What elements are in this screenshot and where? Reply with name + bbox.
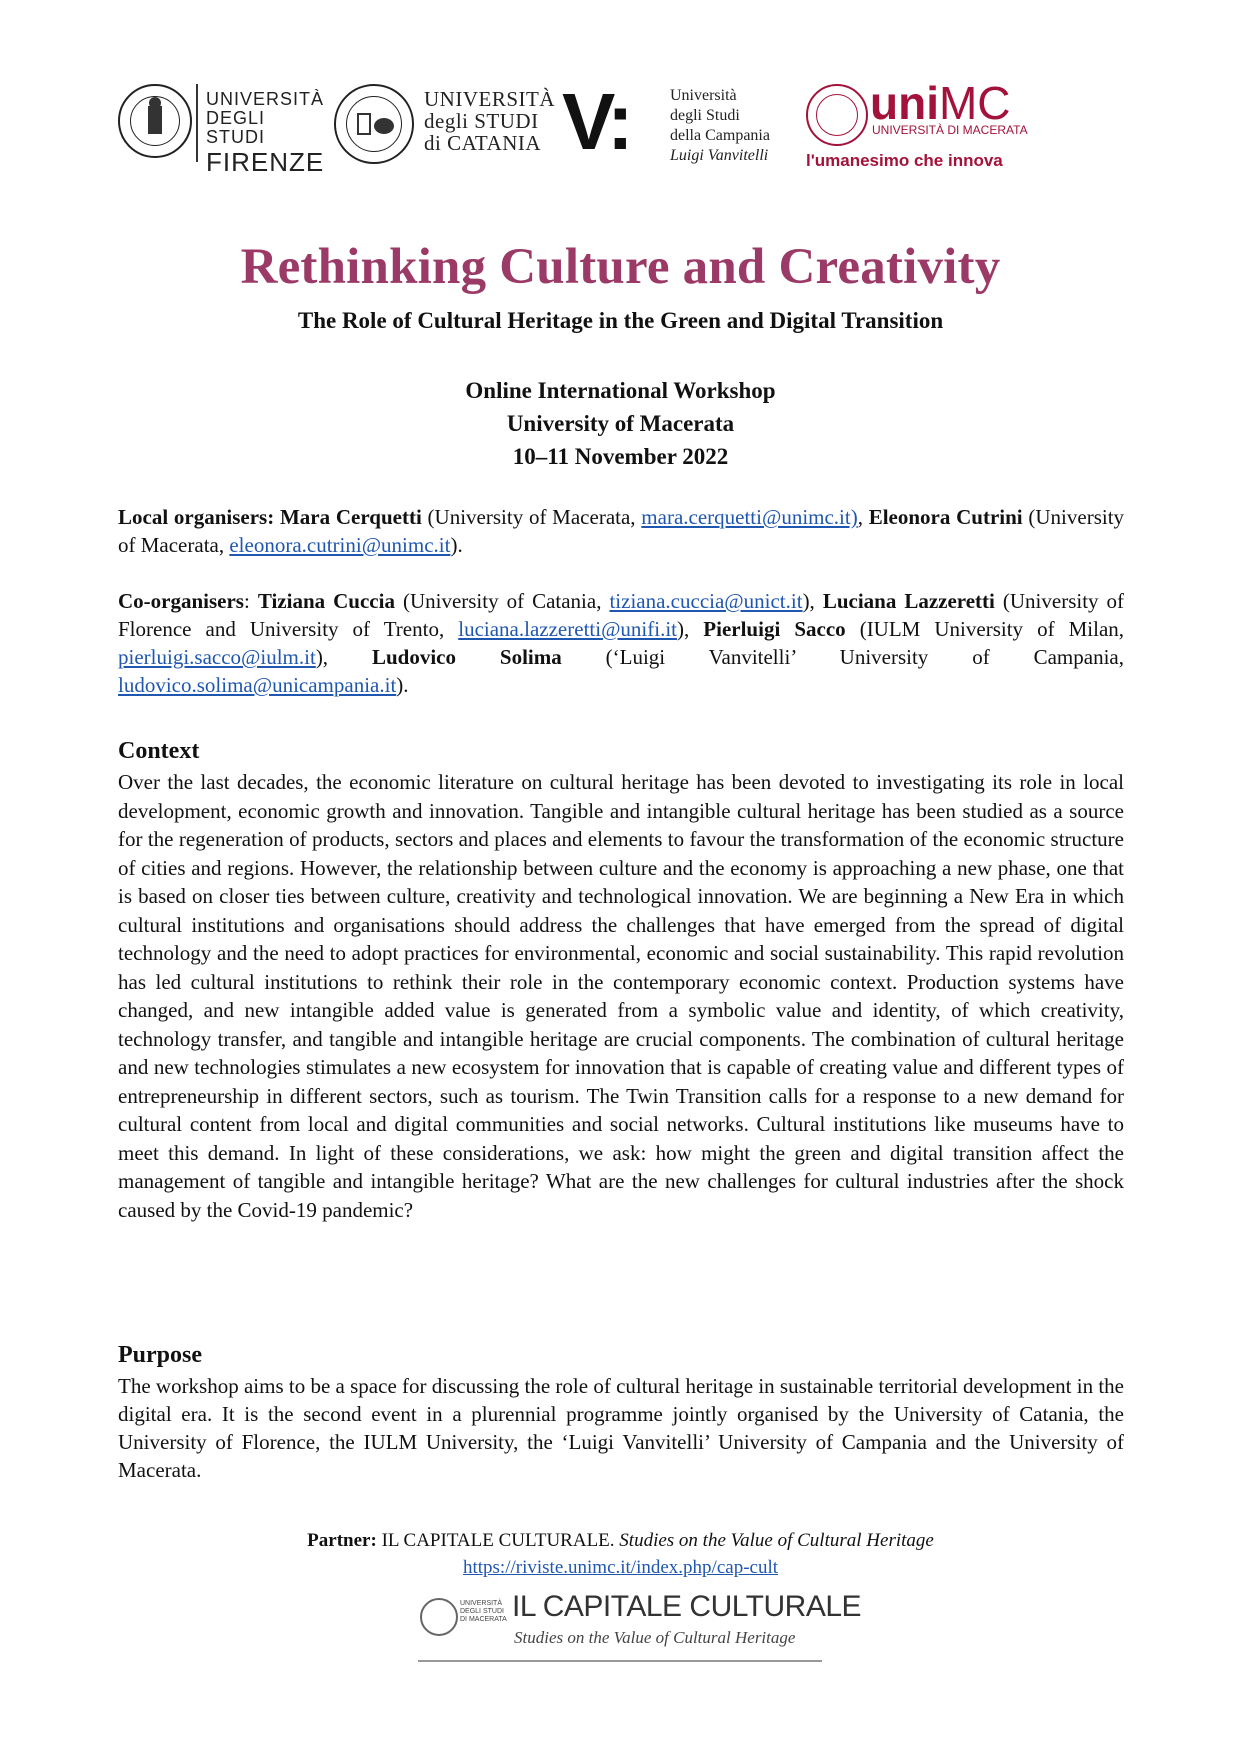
workshop-dates: 10–11 November 2022 — [512, 444, 729, 469]
organisers-label: Local organisers: — [118, 505, 275, 529]
separator: , — [857, 505, 869, 529]
unict-line2: degli STUDI — [424, 109, 539, 134]
unict-line3: di CATANIA — [424, 131, 542, 156]
coorganiser-name: Ludovico Solima — [371, 645, 562, 669]
coorganiser-name: Luciana Lazzeretti — [822, 589, 995, 613]
vanvitelli-line1: Università — [670, 87, 737, 104]
vanvitelli-line3: della Campania — [670, 127, 770, 144]
logo-small-text — [460, 1600, 507, 1624]
organiser-name: Eleonora Cutrini — [868, 505, 1023, 529]
partner-url-link[interactable]: https://riviste.unimc.it/index.php/cap-cult — [462, 1557, 779, 1578]
unimc-wordmark — [870, 76, 1011, 130]
organiser-name: Mara Cerquetti — [279, 505, 422, 529]
coorganiser-email-link[interactable]: tiziana.cuccia@unict.it — [609, 589, 803, 613]
logo-title: IL CAPITALE CULTURALE — [512, 1590, 862, 1623]
unimc-mark-a: uni — [870, 77, 939, 129]
unimc-line1: UNIVERSITÀ DI MACERATA — [872, 123, 1028, 137]
partner-line — [0, 1530, 1241, 1552]
unimc-mark-b: MC — [938, 77, 1011, 129]
organiser-email-link[interactable]: eleonora.cutrini@unimc.it — [229, 533, 451, 557]
separator: ), — [677, 617, 704, 641]
unict-seal-icon — [334, 84, 414, 164]
logo-vanvitelli — [562, 77, 792, 192]
logo-small-line: DI MACERATA — [460, 1616, 507, 1623]
separator: ). — [396, 673, 409, 697]
coorganiser-affiliation: (IULM University of Milan, — [845, 617, 1125, 641]
page-title: Rethinking Culture and Creativity — [240, 239, 1001, 295]
unifi-line1: UNIVERSITÀ — [206, 89, 325, 109]
separator: ), — [315, 645, 372, 669]
partner-label: Partner: — [307, 1530, 377, 1551]
vanvitelli-line4: Luigi Vanvitelli — [670, 147, 769, 164]
logo-small-line: DEGLI STUDI — [460, 1608, 504, 1615]
context-heading: Context — [118, 738, 200, 764]
unifi-figure-icon — [120, 86, 190, 156]
unifi-line2: DEGLI STUDI — [206, 107, 266, 147]
coorganiser-affiliation: (University of Florence and University of Trento, — [118, 589, 1125, 641]
capitale-culturale-logo — [418, 1590, 862, 1662]
organiser-email-link[interactable]: mara.cerquetti@unimc.it) — [641, 505, 858, 529]
unifi-line3: FIRENZE — [206, 146, 325, 177]
purpose-paragraph: The workshop aims to be a space for discussing the role of cultural heritage in sustainable territorial development in the digital era. It is the second event in a plurennial programme jointly organised by the University of Catania, the University of Florence, the IULM University, the ‘Luigi Vanvitelli’ University of Campania and the University of Macerata. — [118, 1374, 1124, 1482]
logo-subtitle: Studies on the Value of Cultural Heritage — [514, 1628, 796, 1647]
unifi-seal-icon — [118, 84, 192, 158]
coorganiser-name: Pierluigi Sacco — [703, 617, 846, 641]
coorganiser-name: Tiziana Cuccia — [257, 589, 395, 613]
coorganisers-label: Co-organisers — [118, 589, 244, 613]
workshop-type: Online International Workshop — [465, 378, 776, 403]
partner-name-italic: Studies on the Value of Cultural Heritage — [619, 1530, 934, 1551]
vanvitelli-line2: degli Studi — [670, 107, 740, 124]
workshop-info — [0, 374, 1241, 473]
coorganiser-email-link[interactable]: ludovico.solima@unicampania.it — [118, 673, 397, 697]
page-subtitle: The Role of Cultural Heritage in the Green and Digital Transition — [297, 308, 944, 333]
logo-unict — [334, 82, 555, 192]
macerata-seal-icon — [420, 1598, 458, 1636]
unimc-seal-icon — [806, 84, 868, 146]
coorganiser-email-link[interactable]: luciana.lazzeretti@unifi.it — [458, 617, 677, 641]
purpose-heading: Purpose — [118, 1342, 202, 1368]
separator: ). — [450, 533, 463, 557]
unict-elephant-icon — [336, 86, 412, 162]
partner-url-line — [0, 1557, 1241, 1579]
logo-unifi — [118, 82, 325, 192]
context-paragraph: Over the last decades, the economic literature on cultural heritage has been devoted to investigating its role in local development, economic growth and innovation. Tangible and intangible cultural heritage has been studied as a source for the regeneration of products, sectors and places and elements to favour the transformation of the economic structure of cities and regions. However, the relationship between culture and the economy is approaching a new phase, one that is based on closer ties between culture, creativity and technological innovation. We are beginning a New Era in which cultural institutions and organisations should address the challenges that have emerged from the spread of digital technology and the need to adopt practices for environmental, economic and social sustainability. This rapid revolution has led cultural institutions to rethink their role in the contemporary economic context. Production systems have changed, and new intangible added value is generated from a symbolic value and identity, of which creativity, technology transfer, and tangible and intangible heritage are crucial components. The combination of cultural heritage and new technologies stimulates a new ecosystem for innovation that is capable of creating value and different types of entrepreneurship in different sectors, such as tourism. The Twin Transition calls for a response to a new demand for cultural content from local and digital communities and social networks. Cultural institutions like museums have to meet this demand. In light of these considerations, we ask: how might the green and digital transition affect the management of tangible and intangible heritage? What are the new challenges for cultural industries after the shock caused by the Covid-19 pandemic? — [118, 770, 1124, 1222]
organiser-affiliation: (University of Macerata, — [421, 505, 642, 529]
logo-unimc — [806, 77, 1126, 192]
separator: : — [243, 589, 258, 613]
unict-line1: UNIVERSITÀ — [424, 87, 555, 111]
co-organisers — [118, 587, 1124, 699]
coorganiser-affiliation: (‘Luigi Vanvitelli’ University of Campania, — [561, 645, 1124, 669]
partner-name: IL CAPITALE CULTURALE. — [376, 1530, 620, 1551]
logo-strip — [118, 77, 1138, 192]
vanvitelli-mark: V: — [562, 77, 630, 166]
coorganiser-email-link[interactable]: pierluigi.sacco@iulm.it — [118, 645, 316, 669]
local-organisers — [118, 503, 1124, 559]
coorganiser-affiliation: (University of Catania, — [394, 589, 610, 613]
organiser-affiliation: (University of Macerata, — [118, 505, 1125, 557]
separator: ), — [802, 589, 823, 613]
unimc-tagline: l'umanesimo che innova — [806, 151, 1003, 170]
logo-small-line: UNIVERSITÀ — [460, 1600, 503, 1607]
workshop-host: University of Macerata — [506, 411, 735, 436]
